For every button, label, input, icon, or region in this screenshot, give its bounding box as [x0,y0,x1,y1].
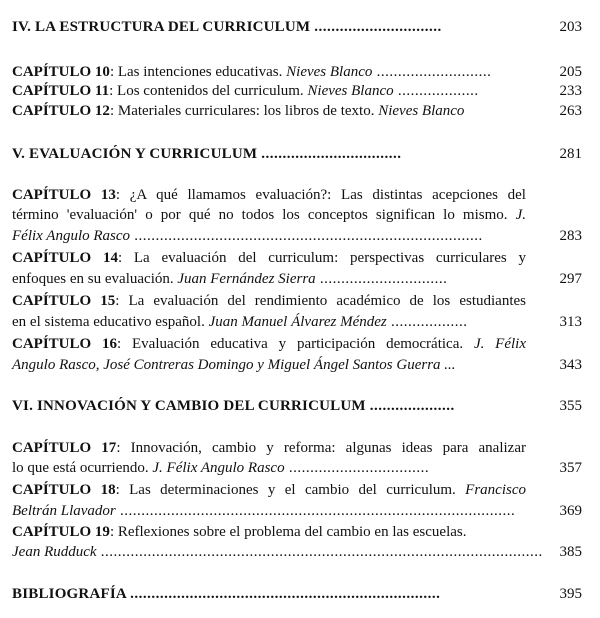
part-title: V. EVALUACIÓN Y CURRICULUM [12,146,258,162]
page-number: 355 [559,398,582,414]
toc-part-iv [12,17,582,37]
chapter-author: Nieves Blanco [378,103,465,119]
leader-dots: ................................. [261,146,402,162]
leader-dots: ........................................................................................................ [96,544,543,560]
chapter-author: Juan Manuel Álvarez Méndez [208,314,387,330]
toc-chapter-16-line2 [12,355,582,375]
chapter-title: : Reflexiones sobre el problema del cambio en las escuelas. [109,524,467,540]
toc-chapter-14-line2 [12,269,582,289]
part-title: IV. LA ESTRUCTURA DEL CURRICULUM [12,19,311,35]
chapter-author: Juan Fernández Sierra [177,271,316,287]
page-number: 203 [559,19,582,35]
toc-chapter-14-line1 [12,248,582,268]
separator: : [109,83,118,99]
page-number: 281 [559,146,582,162]
chapter-author: J. Félix Angulo Rasco [152,460,285,476]
chapter-label: CAPÍTULO 12 [12,103,110,119]
chapter-author: Francisco [465,482,526,498]
chapter-label: CAPÍTULO 11 [12,83,110,99]
chapter-title: : Innovación, cambio y reforma: algunas ideas para analizar [116,440,526,456]
toc-chapter-19-line1 [12,522,582,542]
leader-dots: ................... [393,83,479,99]
page-number: 205 [559,64,582,80]
page-number: 343 [559,357,582,373]
chapter-title: : La evaluación del rendimiento académico de los estudiantes [115,293,526,309]
toc-chapter-13-line3 [12,226,582,246]
chapter-author: Beltrán Llavador [12,503,116,519]
toc-part-vi [12,396,582,416]
toc-chapter-12 [12,101,582,121]
leader-dots: ........................... [372,64,492,80]
leader-dots: .............................. [314,19,442,35]
leader-dots: .................. [386,314,468,330]
chapter-title: lo que está ocurriendo. [12,460,153,476]
chapter-title: : ¿A qué llamamos evaluación?: Las distintas acepciones del [115,187,526,203]
toc-chapter-17-line1 [12,438,582,458]
page-number: 233 [559,83,582,99]
leader-dots: ............................................................................................. [115,503,516,519]
leader-dots: ................................. [284,460,430,476]
chapter-author: Angulo Rasco, José Contreras Domingo y Miguel Ángel Santos Guerra ... [12,357,456,373]
page-number: 263 [559,103,582,119]
toc-chapter-16-line1 [12,334,582,354]
page-number: 313 [559,314,582,330]
toc-chapter-15-line1 [12,291,582,311]
chapter-title: Las intenciones educativas. [117,64,287,80]
chapter-author: Nieves Blanco [307,83,394,99]
leader-dots: .............................. [315,271,448,287]
part-title: BIBLIOGRAFÍA [12,586,127,602]
page-number: 395 [559,586,582,602]
chapter-label: CAPÍTULO 13 [12,187,116,203]
toc-chapter-19-line2 [12,542,582,562]
chapter-title: enfoques en su evaluación. [12,271,178,287]
chapter-label: CAPÍTULO 19 [12,524,110,540]
page-number: 283 [559,228,582,244]
page-number: 385 [559,544,582,560]
page-number: 369 [559,503,582,519]
page-number: 297 [559,271,582,287]
toc-chapter-17-line2 [12,458,582,478]
chapter-author: Jean Rudduck [12,544,97,560]
chapter-title: : La evaluación del curriculum: perspectivas curriculares y [117,250,526,266]
toc-chapter-13-line2 [12,205,582,225]
chapter-title: Los contenidos del curriculum. [117,83,308,99]
chapter-label: CAPÍTULO 10 [12,64,110,80]
chapter-title: en el sistema educativo español. [12,314,209,330]
toc-chapter-18-line2 [12,501,582,521]
leader-dots: ......................................................................... [130,586,441,602]
chapter-author: J. [515,207,526,223]
leader-dots: .................................................................................. [130,228,483,244]
chapter-author: Félix Angulo Rasco [12,228,131,244]
separator: : [109,64,118,80]
toc-bibliography [12,584,582,604]
toc-chapter-10 [12,62,582,82]
chapter-title: Materiales curriculares: los libros de texto. [117,103,379,119]
chapter-author: Nieves Blanco [286,64,373,80]
toc-chapter-13-line1 [12,185,582,205]
part-title: VI. INNOVACIÓN Y CAMBIO DEL CURRICULUM [12,398,366,414]
chapter-label: CAPÍTULO 15 [12,293,116,309]
chapter-label: CAPÍTULO 18 [12,482,116,498]
leader-dots: .................... [369,398,455,414]
toc-chapter-11 [12,81,582,101]
chapter-label: CAPÍTULO 14 [12,250,118,266]
chapter-title: : Evaluación educativa y participación democrática. [117,336,474,352]
toc-part-v [12,144,582,164]
toc-chapter-15-line2 [12,312,582,332]
page-number: 357 [559,460,582,476]
chapter-label: CAPÍTULO 17 [12,440,117,456]
separator: : [109,103,118,119]
toc-chapter-18-line1 [12,480,582,500]
chapter-title: : Las determinaciones y el cambio del curriculum. [115,482,466,498]
chapter-title: término 'evaluación' o por qué no todos los conceptos significan lo mismo. [12,207,516,223]
chapter-label: CAPÍTULO 16 [12,336,118,352]
chapter-author: J. Félix [473,336,526,352]
